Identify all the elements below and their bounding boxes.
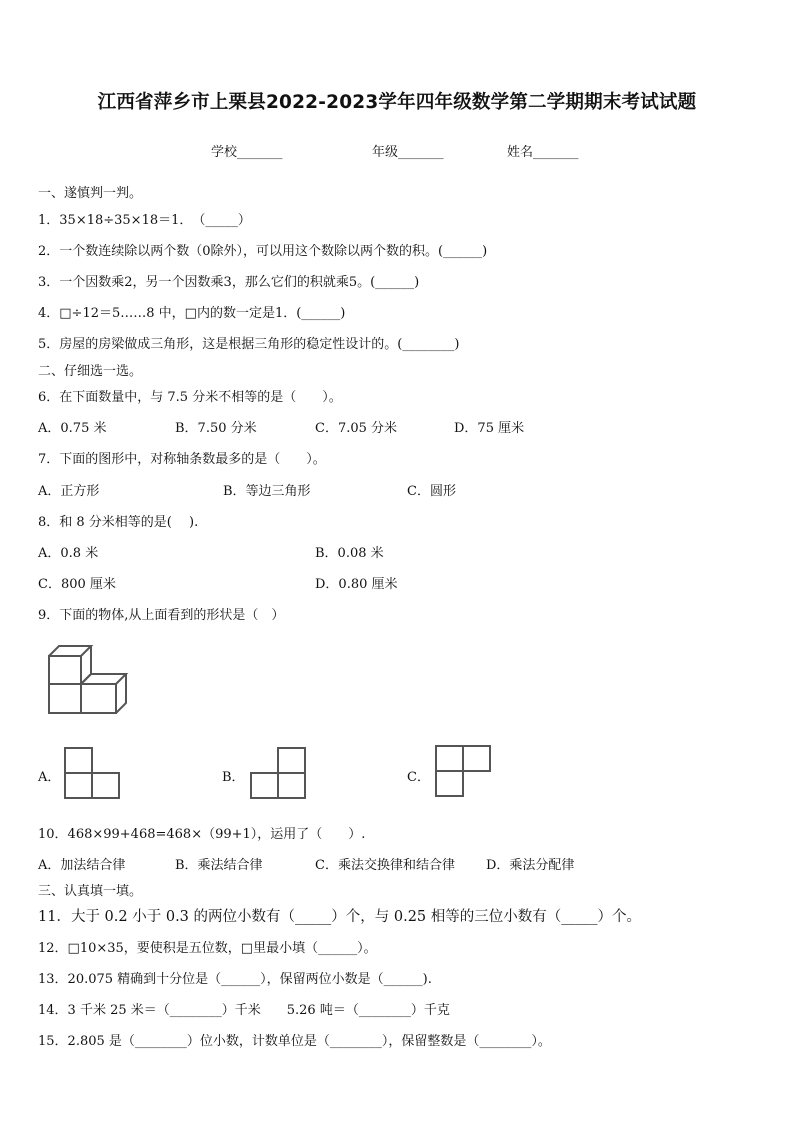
q9-option-c-figure <box>434 744 492 800</box>
q9-option-b-figure <box>249 746 307 802</box>
question-2: 2．一个数连续除以两个数（0除外），可以用这个数除以两个数的积。(______) <box>38 244 488 259</box>
question-9: 9．下面的物体,从上面看到的形状是（ ） <box>38 608 285 623</box>
q8-option-b: B．0.08 米 <box>315 546 384 561</box>
q10-option-d: D．乘法分配律 <box>486 858 575 873</box>
q8-option-d: D．0.80 厘米 <box>315 577 398 592</box>
q10-option-a: A．加法结合律 <box>38 858 126 873</box>
q8-option-c: C．800 厘米 <box>38 577 116 592</box>
section-heading-choose: 二、仔细选一选。 <box>38 364 143 379</box>
question-11: 11．大于 0.2 小于 0.3 的两位小数有（_____）个，与 0.25 相等的三位小数有（_____）个。 <box>38 909 642 925</box>
q10-option-b: B．乘法结合律 <box>175 858 263 873</box>
q10-option-c: C．乘法交换律和结合律 <box>315 858 455 873</box>
question-4: 4．□÷12＝5……8 中，□内的数一定是1．(______) <box>38 306 346 321</box>
q9-option-c: C． <box>407 770 430 785</box>
question-7: 7．下面的图形中，对称轴条数最多的是（ ）。 <box>38 452 326 467</box>
question-13: 13．20.075 精确到十分位是（______），保留两位小数是（______). <box>38 972 432 987</box>
q9-option-a-figure <box>63 746 121 802</box>
q8-option-a: A．0.8 米 <box>38 546 99 561</box>
page-title: 江西省萍乡市上栗县2022-2023学年四年级数学第二学期期末考试试题 <box>97 92 697 113</box>
q6-option-b: B．7.50 分米 <box>175 421 257 436</box>
cubes-figure <box>46 644 136 716</box>
question-3: 3．一个因数乘2，另一个因数乘3，那么它们的积就乘5。(______) <box>38 275 420 290</box>
question-6: 6．在下面数量中，与 7.5 分米不相等的是（ ）。 <box>38 390 342 405</box>
question-5: 5．房屋的房梁做成三角形，这是根据三角形的稳定性设计的。(________) <box>38 337 460 352</box>
school-field[interactable]: 学校_______ <box>211 145 283 160</box>
q6-option-a: A．0.75 米 <box>38 421 107 436</box>
question-8: 8．和 8 分米相等的是( ). <box>38 515 199 530</box>
q9-option-a: A． <box>38 770 61 785</box>
section-heading-judge: 一、遂慎判一判。 <box>38 186 143 201</box>
question-14: 14．3 千米 25 米＝（________）千米 5.26 吨＝（________）千克 <box>38 1003 450 1018</box>
q7-option-a: A．正方形 <box>38 484 100 499</box>
grade-field[interactable]: 年级_______ <box>372 145 444 160</box>
q6-option-c: C．7.05 分米 <box>315 421 398 436</box>
question-12: 12．□10×35，要使积是五位数，□里最小填（______）。 <box>38 941 377 956</box>
q9-option-b: B． <box>222 770 245 785</box>
section-heading-fill: 三、认真填一填。 <box>38 884 143 899</box>
q7-option-b: B．等边三角形 <box>223 484 311 499</box>
name-field[interactable]: 姓名_______ <box>507 145 579 160</box>
q7-option-c: C．圆形 <box>407 484 456 499</box>
question-10: 10．468×99+468=468×（99+1），运用了（ ）. <box>38 827 366 842</box>
q6-option-d: D．75 厘米 <box>454 421 525 436</box>
question-15: 15．2.805 是（________）位小数，计数单位是（________），保留整数是（________）。 <box>38 1034 551 1049</box>
question-1: 1．35×18÷35×18＝1． （_____） <box>38 213 251 228</box>
